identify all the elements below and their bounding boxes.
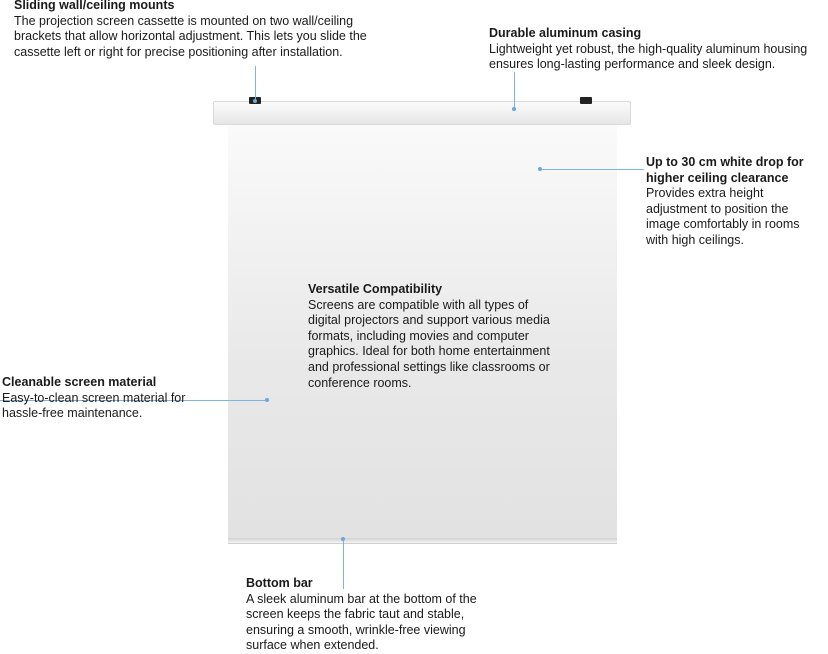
callout-description: Lightweight yet robust, the high-quality aluminum housing ensures long-lasting performance and sleek design. — [489, 41, 808, 72]
sliding-leader-dot — [253, 99, 257, 103]
callout-bottom-bar — [246, 576, 508, 654]
callout-description: The projection screen cassette is mounted on two wall/ceiling brackets that allow horizontal adjustment. This lets you slide the cassette left or right for precise positioning after installation. — [14, 13, 367, 59]
bottom-leader-dot — [341, 537, 345, 541]
callout-versatile-compatibility — [308, 282, 560, 391]
right-mount-bracket — [580, 97, 592, 104]
callout-description: Provides extra height adjustment to position the image comfortably in rooms with high ceilings. — [646, 186, 800, 247]
aluminum-casing — [213, 101, 631, 125]
callout-title: Bottom bar — [246, 576, 313, 590]
callout-description: Screens are compatible with all types of digital projectors and support various media formats, including movies and computer graphics. Ideal for both home entertainment and professional settings like classrooms or conference rooms. — [308, 297, 550, 390]
drop-leader-line — [540, 169, 644, 170]
callout-title: Cleanable screen material — [2, 375, 157, 389]
callout-white-drop — [646, 155, 822, 249]
callout-description: A sleek aluminum bar at the bottom of the screen keeps the fabric taut and stable, ensuring a smooth, wrinkle-free viewing surface when extended. — [246, 591, 477, 653]
callout-cleanable-material — [2, 375, 192, 422]
bottom-bar — [228, 538, 617, 544]
drop-leader-dot — [538, 167, 542, 171]
casing-leader-line — [514, 72, 515, 108]
callout-sliding-mounts — [14, 0, 399, 60]
callout-title: Up to 30 cm white drop for higher ceiling clearance — [646, 155, 804, 185]
sliding-leader-line — [255, 66, 256, 100]
callout-title: Versatile Compatibility — [308, 282, 443, 296]
callout-description: Easy-to-clean screen material for hassle-free maintenance. — [2, 390, 186, 421]
callout-aluminum-casing — [489, 26, 809, 73]
casing-leader-dot — [512, 107, 516, 111]
callout-title: Sliding wall/ceiling mounts — [14, 0, 175, 12]
clean-leader-dot — [265, 398, 269, 402]
callout-title: Durable aluminum casing — [489, 26, 642, 40]
